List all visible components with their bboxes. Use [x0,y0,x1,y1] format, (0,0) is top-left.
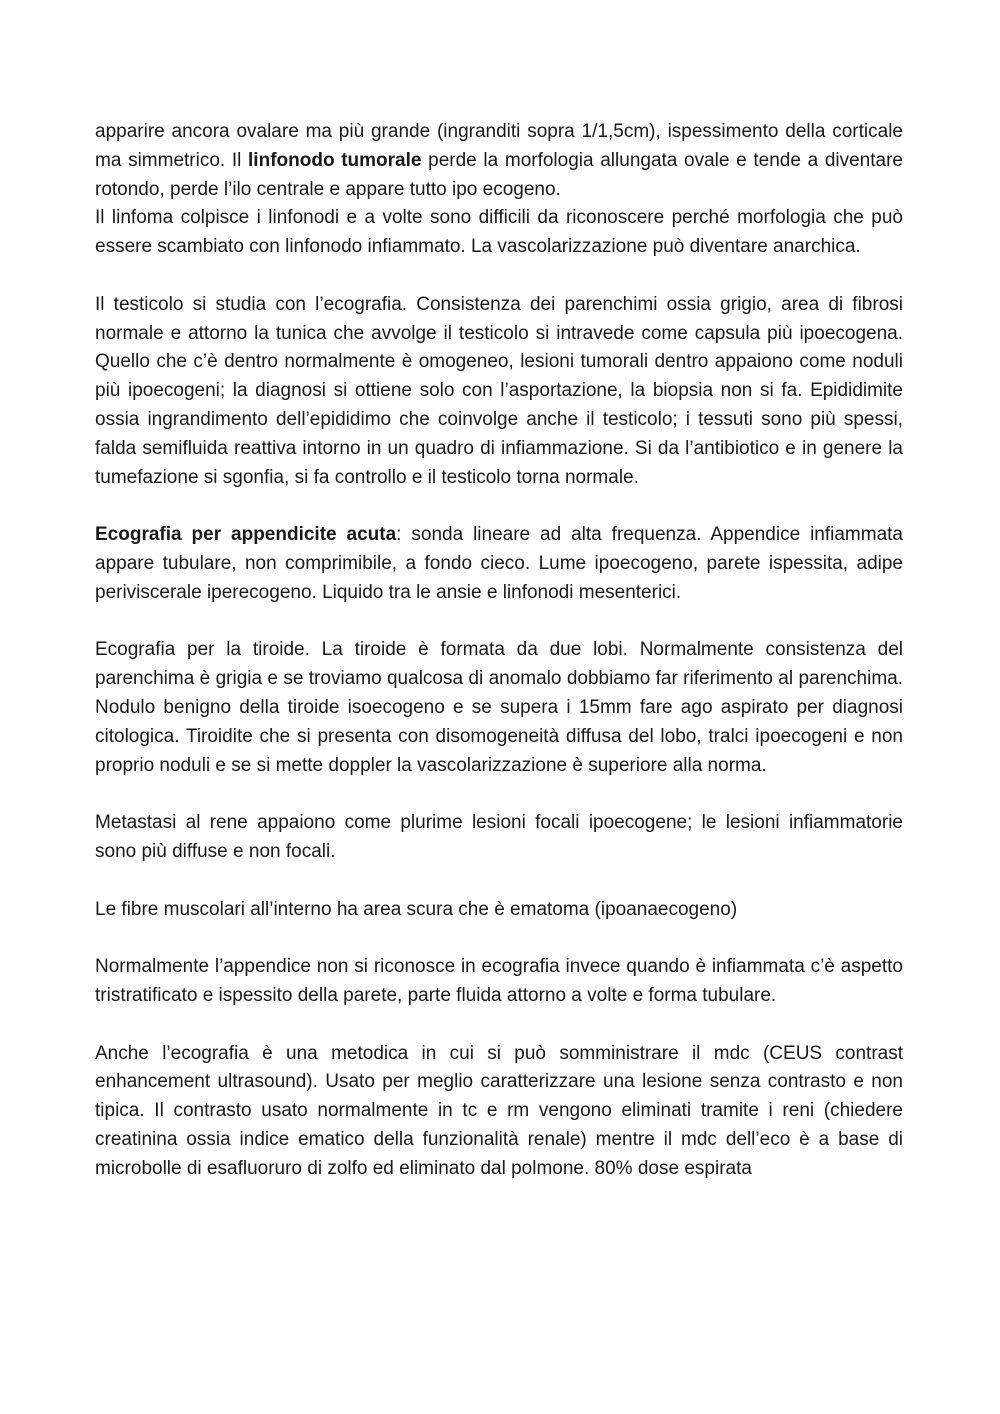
text-run: perde la morfologia allungata ovale e tende a diventare rotondo, perde l’ilo centrale e appare tutto ipo ecogeno. [95,149,903,200]
bold-heading-appendicitis: Ecografia per appendicite acuta [95,524,397,546]
paragraph-appendicitis [95,521,903,607]
paragraph-appendix-normal: Normalmente l’appendice non si riconosce in ecografia invece quando è infiammata c’è aspetto tristratificato e ispessito della parete, parte fluida attorno a volte e forma tubulare. [95,956,903,1006]
paragraph-thyroid: Ecografia per la tiroide. La tiroide è formata da due lobi. Normalmente consistenza del parenchima è grigia e se troviamo qualcosa di anomalo dobbiamo far riferimento al parenchima. Nodulo benigno della tiroide isoecogeno e se supera i 15mm fare ago aspirato per diagnosi citologica. Tiroidite che si presenta con disomogeneità diffusa del lobo, tralci ipoecogeni e non proprio noduli e se si mette doppler la vascolarizzazione è superiore alla norma. [95,639,903,776]
paragraph-muscle-fibers: Le fibre muscolari all’interno ha area scura che è ematoma (ipoanaecogeno) [95,898,738,920]
paragraph-testicle: Il testicolo si studia con l’ecografia. Consistenza dei parenchimi ossia grigio, area di fibrosi normale e attorno la tunica che avvolge il testicolo si intravede come capsula più ipoecogena. Quello che c’è dentro normalmente è omogeneo, lesioni tumorali dentro appaiono come noduli più ipoecogeni; la diagnosi si ottiene solo con l’asportazione, la biopsia non si fa. Epididimite ossia ingrandimento dell’epididimo che coinvolge anche il testicolo; i tessuti sono più spessi, falda semifluida reattiva intorno in un quadro di infiammazione. Si da l’antibiotico e in genere la tumefazione si sgonfia, si fa controllo e il testicolo torna normale. [95,293,903,488]
paragraph-ceus-contrast: Anche l’ecografia è una metodica in cui si può somministrare il mdc (CEUS contrast enhancement ultrasound). Usato per meglio caratterizzare una lesione senza contrasto e non tipica. Il contrasto usato normalmente in tc e rm vengono eliminati tramite i reni (chiedere creatinina ossia indice ematico della funzionalità renale) mentre il mdc dell’eco è a base di microbolle di esafluoruro di zolfo ed eliminato dal polmone. 80% dose espirata [95,1042,903,1179]
text-run: apparire ancora ovalare ma più grande (ingranditi sopra 1/1,5cm), ispessimento della corticale ma simmetrico. Il [95,121,903,171]
document-body [95,118,903,1183]
paragraph-lymphoma: Il linfoma colpisce i linfonodi e a volte sono difficili da riconoscere perché morfologia che può essere scambiato con linfonodo infiammato. La vascolarizzazione può diventare anarchica. [95,207,903,258]
paragraph-kidney-metastasis: Metastasi al rene appaiono come plurime lesioni focali ipoecogene; le lesioni infiammatorie sono più diffuse e non focali. [95,812,903,862]
text-run: : sonda lineare ad alta frequenza. Appendice infiammata appare tubulare, non comprimibile, a fondo cieco. Lume ipoecogeno, parete ispessita, adipe periviscerale iperecogeno. Liquido tra le ansie e linfonodi mesenterici. [95,524,904,603]
bold-term-linfonodo-tumorale: linfonodo tumorale [248,149,422,171]
paragraph-lymph-node [95,118,903,204]
